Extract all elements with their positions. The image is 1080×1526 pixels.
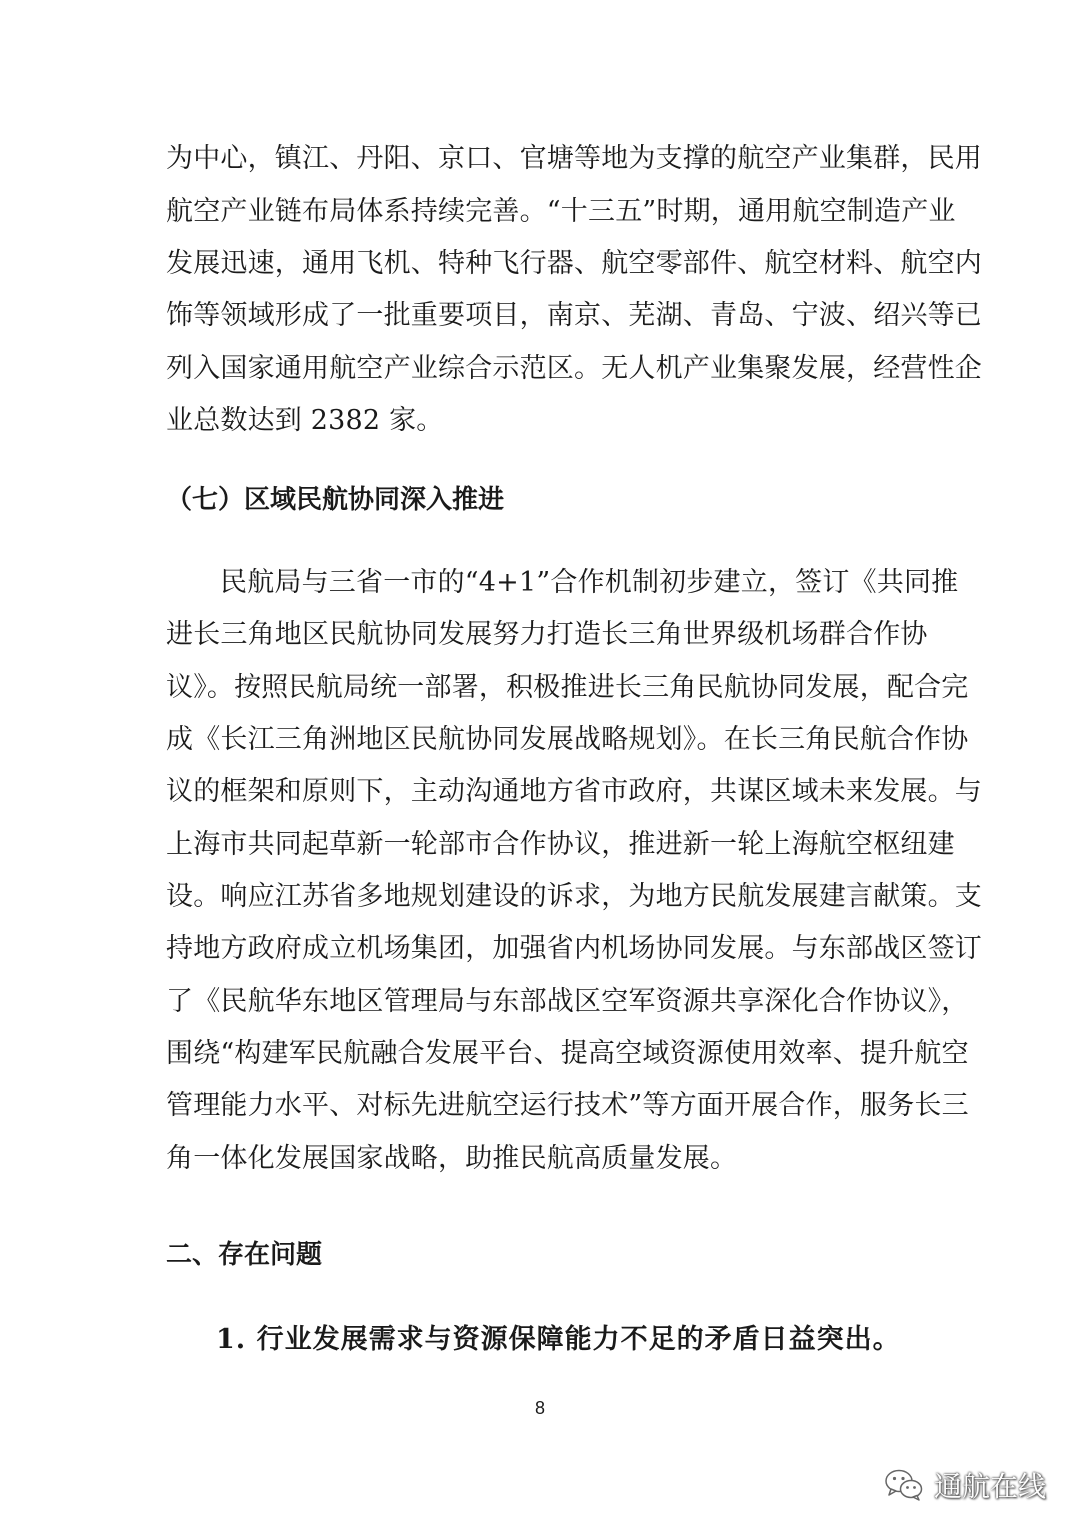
paragraph-2-line: 上海市共同起草新一轮部市合作协议，推进新一轮上海航空枢纽建	[166, 829, 955, 860]
paragraph-2-line: 设。响应江苏省多地规划建设的诉求，为地方民航发展建言献策。支	[166, 881, 982, 912]
section-heading: 二、存在问题	[166, 1240, 323, 1270]
paragraph-2-line: 成《长江三角洲地区民航协同发展战略规划》。在长三角民航合作协	[166, 724, 969, 755]
paragraph-2-line: 议的框架和原则下，主动沟通地方省市政府，共谋区域未来发展。与	[166, 776, 982, 807]
section-heading: （七）区域民航协同深入推进	[166, 485, 505, 515]
wechat-icon	[884, 1468, 924, 1502]
subheading: 1. 行业发展需求与资源保障能力不足的矛盾日益突出。	[216, 1324, 901, 1355]
watermark-text: 通航在线	[933, 1470, 1046, 1503]
paragraph-2-line: 持地方政府成立机场集团，加强省内机场协同发展。与东部战区签订	[166, 933, 982, 964]
page-number: 8	[534, 1398, 545, 1418]
paragraph-1-line: 列入国家通用航空产业综合示范区。无人机产业集聚发展，经营性企	[166, 353, 982, 384]
paragraph-1-line: 业总数达到 2382 家。	[166, 405, 444, 436]
paragraph-1-line: 为中心，镇江、丹阳、京口、官塘等地为支撑的航空产业集群，民用	[166, 143, 982, 174]
paragraph-1-line: 航空产业链布局体系持续完善。“十三五”时期，通用航空制造产业	[166, 196, 956, 227]
paragraph-1-line: 饰等领域形成了一批重要项目，南京、芜湖、青岛、宁波、绍兴等已	[166, 300, 982, 331]
paragraph-2-line: 民航局与三省一市的“4+1”合作机制初步建立，签订《共同推	[220, 567, 959, 598]
paragraph-2-line: 议》。按照民航局统一部署，积极推进长三角民航协同发展，配合完	[166, 672, 969, 703]
paragraph-1-line: 发展迅速，通用飞机、特种飞行器、航空零部件、航空材料、航空内	[166, 248, 982, 279]
paragraph-2-line: 进长三角地区民航协同发展努力打造长三角世界级机场群合作协	[166, 619, 928, 650]
watermark	[884, 1465, 1046, 1505]
paragraph-2-line: 了《民航华东地区管理局与东部战区空军资源共享深化合作协议》，	[166, 986, 969, 1017]
paragraph-2-line: 角一体化发展国家战略，助推民航高质量发展。	[166, 1143, 738, 1174]
paragraph-2-line: 管理能力水平、对标先进航空运行技术”等方面开展合作，服务长三	[166, 1090, 969, 1121]
paragraph-2-line: 围绕“构建军民航融合发展平台、提高空域资源使用效率、提升航空	[166, 1038, 969, 1069]
